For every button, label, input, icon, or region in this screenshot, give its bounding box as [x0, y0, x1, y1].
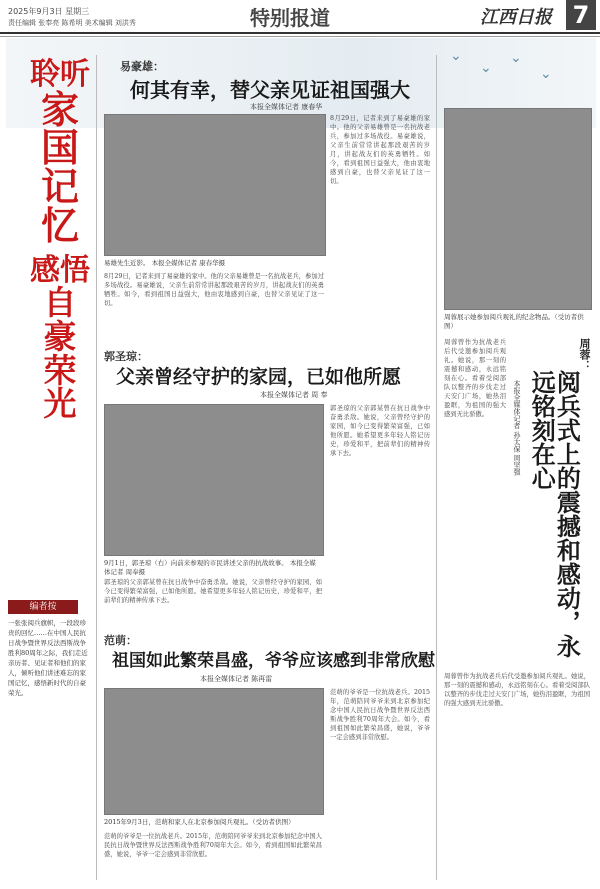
- article-body: 郭圣琼的父亲郭某曾在抗日战争中奋勇杀敌。她说，父亲曾经守护的家园，如今已变得繁荣富强，已如他所愿。她希望更多年轻人铭记历史，珍爱和平，把前辈们的精神传承下去。: [330, 405, 430, 457]
- bird-icon: ⌄: [480, 60, 492, 76]
- article-body: 周蓉曾作为抗战老兵后代受邀参加阅兵观礼。她说，那一刻的震撼和感动，永远铭刻在心。看着受阅部队以整齐的步伐走过天安门广场，她热泪盈眶，为祖国的强大感到无比骄傲。: [444, 673, 590, 707]
- bird-icon: ⌄: [540, 66, 552, 82]
- feature-title-line: 家国记忆: [40, 86, 79, 248]
- article-photo: [104, 688, 324, 815]
- photo-caption: 9月1日，郭圣琼（右）向前来参观的市民讲述父亲的抗战故事。 本报全媒体记者 周奉摄: [104, 559, 316, 576]
- header-rule-thin: [0, 36, 600, 37]
- article-body: 范萌的爷爷是一位抗战老兵。2015年，范萌陪同爷爷来到北京参加纪念中国人民抗日战争暨世界反法西斯战争胜利70周年大会。如今，看到祖国如此繁荣昌盛，她说，爷爷一定会感到非常欣慰。: [330, 689, 430, 741]
- feature-title: [30, 57, 90, 424]
- photo-caption: 周蓉展示她参加阅兵观礼的纪念物品。（受访者供图）: [444, 313, 584, 330]
- article-byline: 本报全媒体记者 周 奉: [260, 391, 328, 399]
- photo-caption: 2015年9月3日，范萌和家人在北京参加阅兵观礼。（受访者供图）: [104, 818, 295, 826]
- newspaper-masthead: 江西日报: [480, 7, 552, 28]
- article-kicker: 范萌：: [104, 634, 137, 647]
- article-photo: [104, 404, 324, 556]
- header-rule: [0, 32, 600, 34]
- article-byline: 本报全媒体记者 陈再雷: [200, 675, 273, 683]
- article-kicker: 易豪雄：: [120, 60, 164, 73]
- bird-icon: ⌄: [510, 50, 522, 66]
- bird-icon: ⌄: [450, 48, 462, 64]
- feature-title-line: 聆听: [30, 57, 90, 92]
- editor-credits: 责任编辑 张奉亮 陈希明 美术编辑 刘洪秀: [8, 19, 136, 27]
- article-headline: 阅兵式上的震撼和感动，永远铭刻在心: [527, 370, 581, 658]
- article-body: 范萌的爷爷是一位抗战老兵。2015年，范萌陪同爷爷来到北京参加纪念中国人民抗日战争暨世界反法西斯战争胜利70周年大会。如今，看到祖国如此繁荣昌盛，她说，爷爷一定会感到非常欣慰。: [104, 833, 322, 858]
- article-photo: [444, 108, 592, 310]
- article-headline: 祖国如此繁荣昌盛，爷爷应该感到非常欣慰: [112, 651, 435, 671]
- article-body: 郭圣琼的父亲郭某曾在抗日战争中奋勇杀敌。她说，父亲曾经守护的家园，如今已变得繁荣富强，已如他所愿。她希望更多年轻人铭记历史，珍爱和平，把前辈们的精神传承下去。: [104, 579, 322, 604]
- editor-note-label: 编者按: [8, 600, 78, 614]
- article-byline: 本报全媒体记者 孙太保 周坚强: [513, 380, 521, 476]
- column-divider: [436, 55, 437, 880]
- feature-title-line: 自豪荣光: [43, 283, 77, 424]
- article-kicker: 郭圣琼：: [104, 350, 148, 363]
- feature-title-line: 感悟: [30, 252, 90, 288]
- article-headline: 何其有幸，替父亲见证祖国强大: [130, 78, 410, 102]
- article-body: 8月29日，记者来到了易豪雄的家中。他的父亲易雄曾是一名抗战老兵，参加过多场战役。易豪雄说，父亲生前常常讲起那段艰苦的岁月，讲起战友们的英勇牺牲。如今，看到祖国日益强大，他由衷地感到自豪，也替父亲见证了这一切。: [104, 273, 324, 307]
- page-number: 7: [566, 0, 596, 30]
- article-kicker: 周蓉：: [578, 338, 591, 371]
- section-title: 特别报道: [250, 6, 330, 30]
- photo-caption: 易雄先生近影。 本报全媒体记者 康春华摄: [104, 259, 226, 267]
- issue-date: 2025年9月3日 星期三: [8, 7, 90, 16]
- column-divider: [96, 55, 97, 880]
- article-body: 周蓉曾作为抗战老兵后代受邀参加阅兵观礼。她说，那一刻的震撼和感动，永远铭刻在心。看着受阅部队以整齐的步伐走过天安门广场，她热泪盈眶，为祖国的强大感到无比骄傲。: [444, 339, 506, 418]
- article-headline: 父亲曾经守护的家园，已如他所愿: [116, 366, 402, 388]
- article-byline: 本报全媒体记者 康春华: [250, 103, 323, 111]
- article-photo: [104, 114, 326, 256]
- editor-note-text: 一张张阅兵旗帜，一段段珍贵的回忆……在中国人民抗日战争暨世界反法西斯战争胜利80周年之际，我们走近亲历者、见证者和他们的家人，倾听他们讲述难忘的家国记忆，感悟新时代的自豪荣光。: [8, 619, 88, 697]
- article-body: 8月29日，记者来到了易豪雄的家中。他的父亲易雄曾是一名抗战老兵，参加过多场战役。易豪雄说，父亲生前常常讲起那段艰苦的岁月，讲起战友们的英勇牺牲。如今，看到祖国日益强大，他由衷地感到自豪，也替父亲见证了这一切。: [330, 115, 430, 185]
